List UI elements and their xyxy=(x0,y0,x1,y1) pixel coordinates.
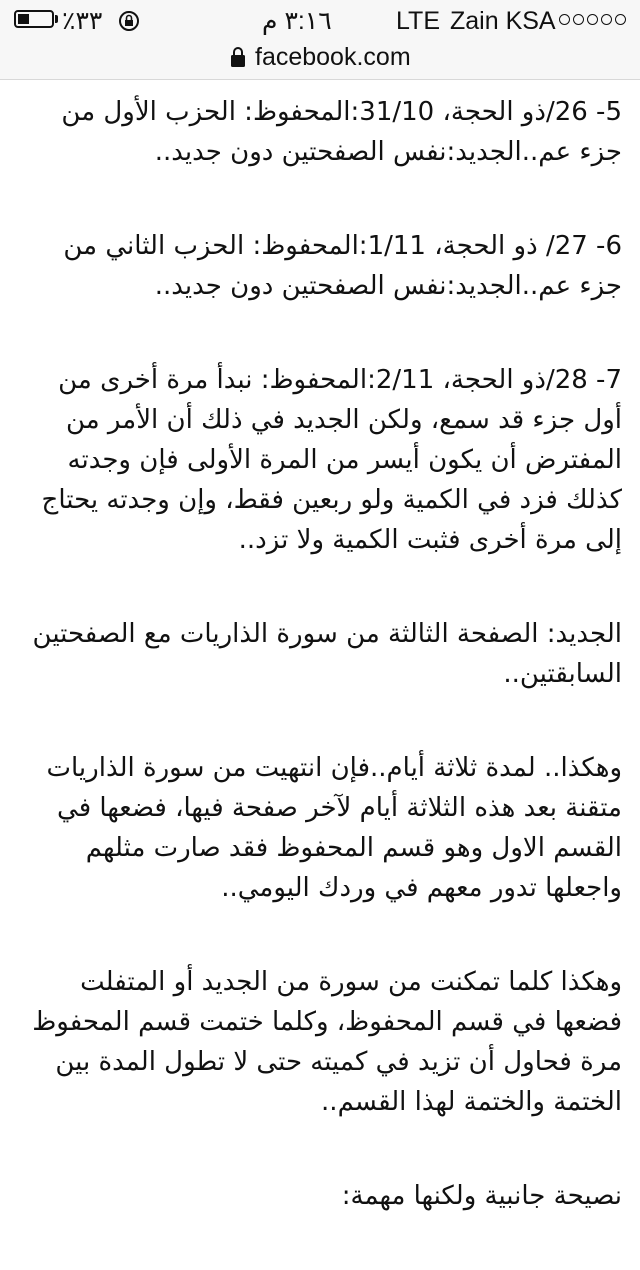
post-content xyxy=(30,92,622,1270)
network-type: LTE xyxy=(396,7,440,35)
post-paragraph: نصيحة جانبية ولكنها مهمة: xyxy=(341,1181,622,1211)
status-bar xyxy=(0,0,640,40)
battery-fill xyxy=(18,14,29,24)
signal-dot xyxy=(573,14,584,25)
post-paragraph: الجديد: الصفحة الثالثة من سورة الذاريات مع الصفحتين السابقتين.. xyxy=(32,619,622,689)
post-paragraph: 5- 26/ذو الحجة، 31/10:المحفوظ: الحزب الأول من جزء عم..الجديد:نفس الصفحتين دون جديد.. xyxy=(61,97,622,167)
post-paragraph: 6- 27/ ذو الحجة، 1/11:المحفوظ: الحزب الثاني من جزء عم..الجديد:نفس الصفحتين دون جديد.. xyxy=(63,231,622,301)
battery-icon xyxy=(14,10,54,28)
post-paragraph: وهكذا.. لمدة ثلاثة أيام..فإن انتهيت من سورة الذاريات متقنة بعد هذه الثلاثة أيام لآخر صفحة فيها، فضعها في القسم الاول وهو قسم المحفوظ فقد صارت مثلهم واجعلها تدور معهم في وردك اليومي.. xyxy=(46,753,622,903)
signal-dot xyxy=(601,14,612,25)
signal-strength-icon xyxy=(559,14,626,25)
url-bar[interactable] xyxy=(0,40,640,80)
clock: ٣:١٦ م xyxy=(262,7,332,35)
signal-dot xyxy=(559,14,570,25)
carrier-name: Zain KSA xyxy=(450,7,556,35)
signal-dot xyxy=(615,14,626,25)
rotation-lock-icon xyxy=(118,10,140,32)
post-paragraph: وهكذا كلما تمكنت من سورة من الجديد أو المتفلت فضعها في قسم المحفوظ، وكلما ختمت قسم المحفوظ مرة فحاول أن تزيد في كميته حتى لا تطول المدة بين الختمة والختمة لهذا القسم.. xyxy=(32,967,622,1117)
battery-tip xyxy=(55,15,58,23)
signal-dot xyxy=(587,14,598,25)
lock-icon xyxy=(230,46,246,68)
url-text: facebook.com xyxy=(255,43,411,71)
battery-percent: ٪٣٣ xyxy=(62,7,103,35)
post-paragraph: 7- 28/ذو الحجة، 2/11:المحفوظ: نبدأ مرة أخرى من أول جزء قد سمع، ولكن الجديد في ذلك أن الأمر من المفترض أن يكون أيسر من المرة الأولى فإن وجدته كذلك فزد في الكمية ولو ربعين فقط، وإن وجدته يحتاج إلى مرة أخرى فثبت الكمية ولا تزد.. xyxy=(41,365,622,555)
